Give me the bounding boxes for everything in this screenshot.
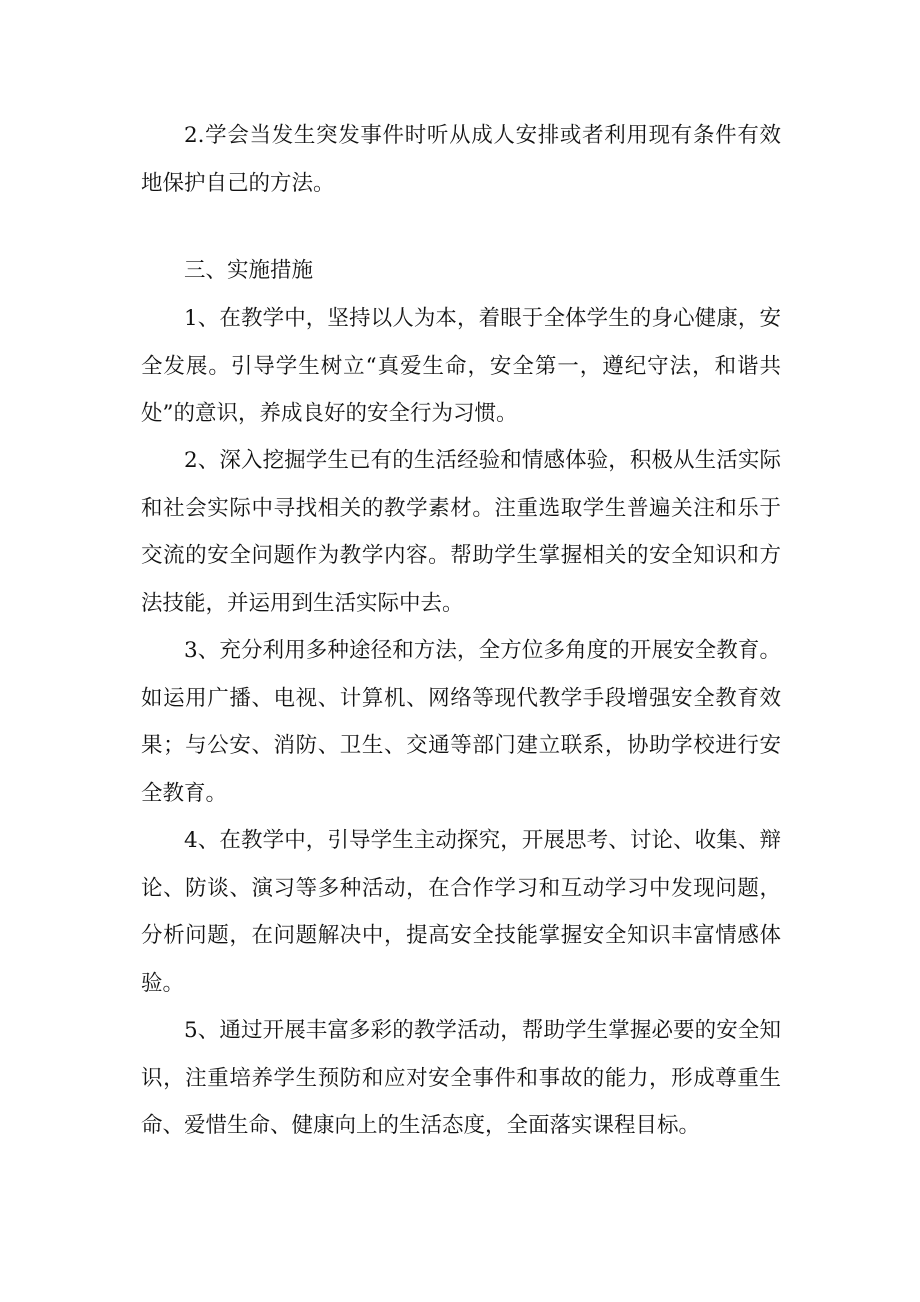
paragraph-measure-4: 4、在教学中，引导学生主动探究，开展思考、讨论、收集、辩论、防谈、演习等多种活动，在合作学习和互动学习中发现问题，分析问题，在问题解决中，提高安全技能掌握安全知识丰富情感体验。 [141, 828, 781, 996]
paragraph-measure-3: 3、充分利用多种途径和方法，全方位多角度的开展安全教育。如运用广播、电视、计算机、网络等现代教学手段增强安全教育效果；与公安、消防、卫生、交通等部门建立联系，协助学校进行安全教育。 [141, 638, 781, 806]
paragraph-measure-1: 1、在教学中，坚持以人为本，着眼于全体学生的身心健康，安全发展。引导学生树立“真爱生命，安全第一，遵纪守法，和谐共处”的意识，养成良好的安全行为习惯。 [141, 306, 781, 426]
paragraph-measure-2: 2、深入挖掘学生已有的生活经验和情感体验，积极从生活实际和社会实际中寻找相关的教学素材。注重选取学生普遍关注和乐于交流的安全问题作为教学内容。帮助学生掌握相关的安全知识和方法技能，并运用到生活实际中去。 [141, 448, 781, 616]
paragraph-objective-2: 2.学会当发生突发事件时听从成人安排或者利用现有条件有效地保护自己的方法。 [141, 123, 781, 196]
section-heading-measures: 三、实施措施 [184, 258, 314, 283]
paragraph-measure-5: 5、通过开展丰富多彩的教学活动，帮助学生掌握必要的安全知识，注重培养学生预防和应对安全事件和事故的能力，形成尊重生命、爱惜生命、健康向上的生活态度，全面落实课程目标。 [141, 1018, 781, 1138]
